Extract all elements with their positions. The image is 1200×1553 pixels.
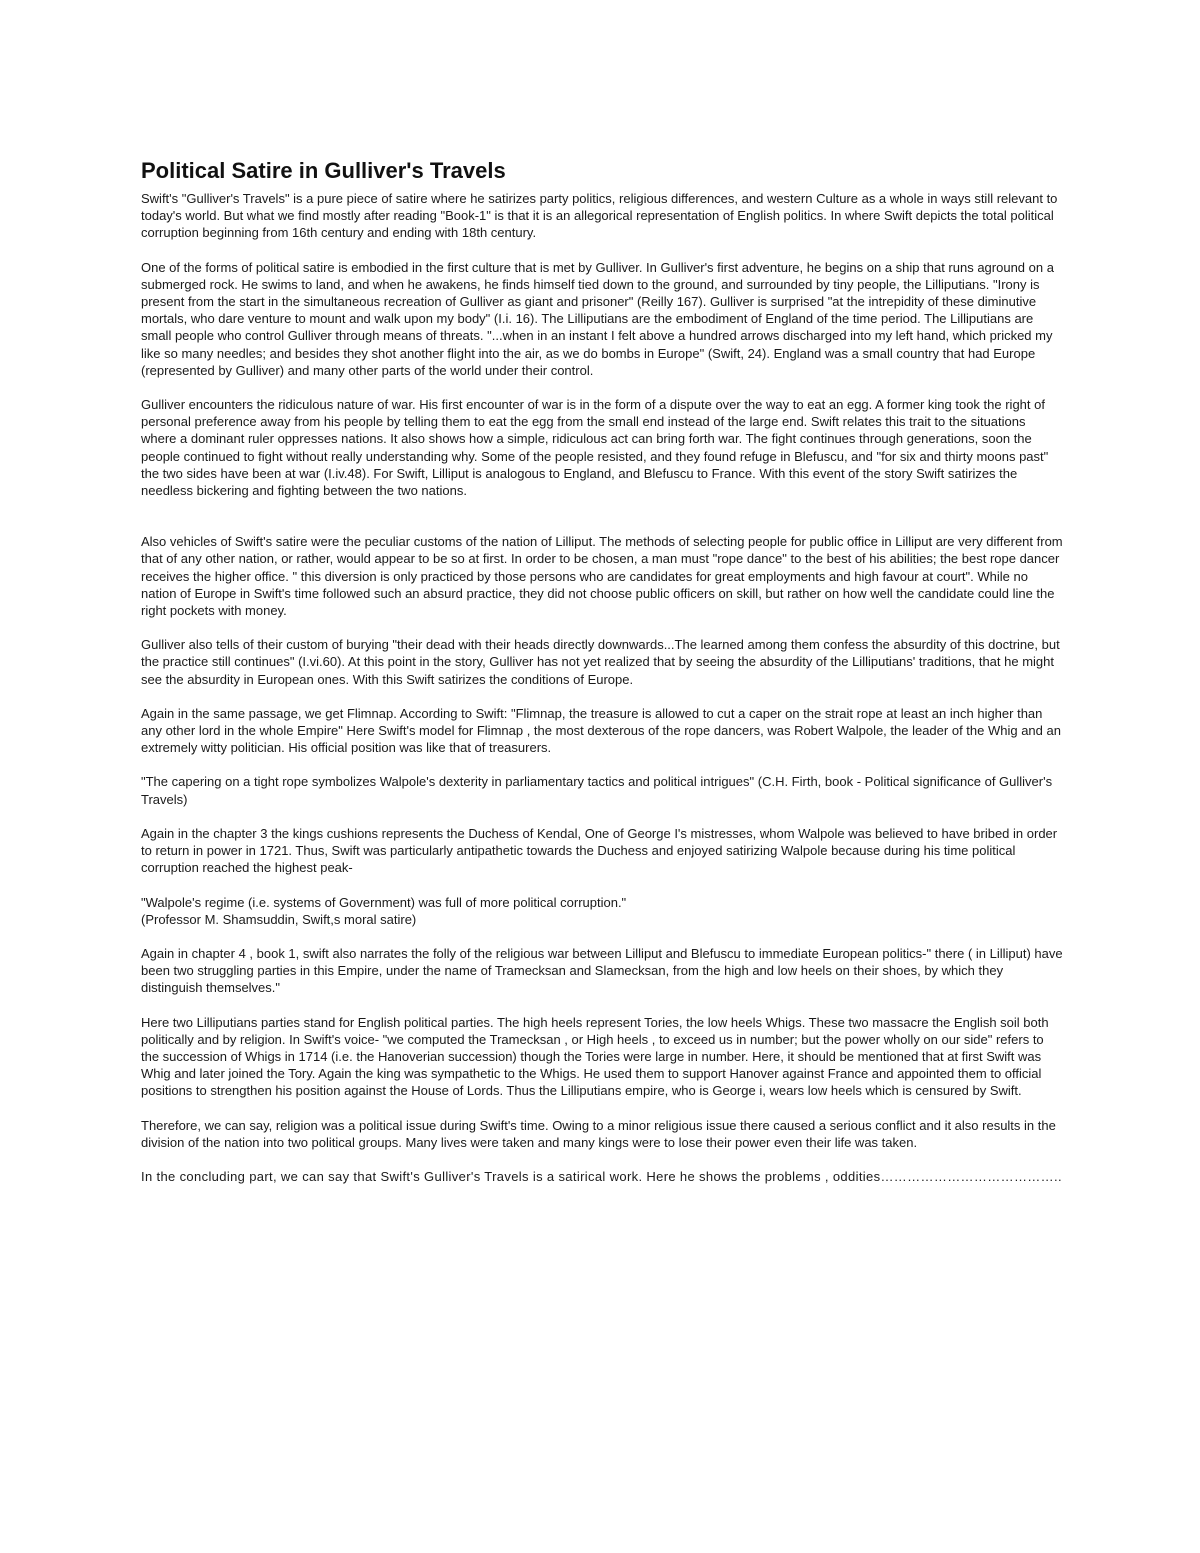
paragraph-intro: Swift's "Gulliver's Travels" is a pure piece of satire where he satirizes party politics, religious differences, and western Culture as a whole in ways still relevant to today's world. But what we find mostly after reading "Book-1" is that it is an allegorical representation of English politics. In where Swift depicts the total political corruption beginning from 16th century and ending with 18th century. [141,191,1058,241]
document-title: Political Satire in Gulliver's Travels [141,158,506,183]
paragraph-citation: (Professor M. Shamsuddin, Swift,s moral satire) [141,911,417,927]
paragraph-war: Gulliver encounters the ridiculous nature of war. His first encounter of war is in the form of a dispute over the way to eat an egg. A former king took the right of personal preference away from his people by telling them to eat the egg from the small end instead of the large end. Swift relates this trait to the situations where a dominant ruler oppresses nations. It also shows how a simple, ridiculous act can bring forth war. The fight continues through generations, soon the people continued to fight without really understanding why. Some of the people resisted, and they found refuge in Blefuscu, and "for six and thirty moons past" the two sides have been at war (I.iv.48). For Swift, Lilliput is analogous to England, and Blefuscu to France. With this event of the story Swift satirizes the needless bickering and fighting between the two nations. [141,397,1049,499]
paragraph-firth-quote: "The capering on a tight rope symbolizes Walpole's dexterity in parliamentary tactics and political intrigues" (C.H. Firth, book - Political significance of Gulliver's Travels) [141,774,1053,807]
paragraph-walpole-quote: "Walpole's regime (i.e. systems of Government) was full of more political corruption." [141,894,627,910]
paragraph-religion: Therefore, we can say, religion was a political issue during Swift's time. Owing to a minor religious issue there caused a serious conflict and it also results in the division of the nation into two political groups. Many lives were taken and many kings were to lose their power even their life was taken. [141,1117,1056,1150]
paragraph-parties: Here two Lilliputians parties stand for English political parties. The high heels represent Tories, the low heels Whigs. These two massacre the English soil both politically and by religion. In Swift's voice- "we computed the Tramecksan , or High heels , to exceed us in number; but the power wholly on our side" refers to the succession of Whigs in 1714 (i.e. the Hanoverian succession) though the Tories were large in number. Here, it should be mentioned that at first Swift was Whig and later joined the Tory. Again the king was sympathetic to the Whigs. He used them to support Hanover against France and appointed them to official positions to strengthen his position against the House of Lords. Thus the Lilliputians empire, who is George i, wears low heels which is censured by Swift. [141,1014,1049,1099]
paragraph-religious-war: Again in chapter 4 , book 1, swift also narrates the folly of the religious war between Lilliput and Blefuscu to immediate European politics-" there ( in Lilliput) have been two struggling parties in this Empire, under the name of Tramecksan and Slamecksan, from the high and low heels on their shoes, by which they distinguish themselves." [141,945,1063,996]
document-page [141,158,1063,1202]
paragraph-burial: Gulliver also tells of their custom of burying "their dead with their heads directly downwards...The learned among them confess the absurdity of this doctrine, but the practice still continues" (I.vi.60). At this point in the story, Gulliver has not yet realized that by seeing the absurdity of the Lilliputians' traditions, that he might see the absurdity in European ones. With this Swift satirizes the conditions of Europe. [141,637,1060,687]
paragraph-customs: Also vehicles of Swift's satire were the peculiar customs of the nation of Lilliput. The methods of selecting people for public office in Lilliput are very different from that of any other nation, or rather, would appear to be so at first. In order to be chosen, a man must "rope dance" to the best of his abilities; the best rope dancer receives the higher office. " this diversion is only practiced by those persons who are candidates for great employments and high favour at court". While no nation of Europe in Swift's time followed such an absurd practice, they did not choose public officers on skill, but rather on how well the candidate could line the right pockets with money. [141,534,1063,619]
paragraph-conclusion: In the concluding part, we can say that Swift's Gulliver's Travels is a satirical work. Here he shows the problems , oddities………………………………….. [141,1168,1062,1184]
paragraph-flimnap: Again in the same passage, we get Flimnap. According to Swift: "Flimnap, the treasure is allowed to cut a caper on the strait rope at least an inch higher than any other lord in the whole Empire" Here Swift's model for Flimnap , the most dexterous of the rope dancers, was Robert Walpole, the leader of the Whig and an extremely witty politician. His official position was like that of treasurers. [141,705,1061,756]
paragraph-lilliputians: One of the forms of political satire is embodied in the first culture that is met by Gulliver. In Gulliver's first adventure, he begins on a ship that runs aground on a submerged rock. He swims to land, and when he awakens, he finds himself tied down to the ground, and surrounded by tiny people, the Lilliputians. "Irony is present from the start in the simultaneous recreation of Gulliver as giant and prisoner" (Reilly 167). Gulliver is surprised "at the intrepidity of these diminutive mortals, who dare venture to mount and walk upon my body" (I.i. 16). The Lilliputians are the embodiment of England of the time period. The Lilliputians are small people who control Gulliver through means of threats. "...when in an instant I felt above a hundred arrows discharged into my left hand, which pricked my like so many needles; and besides they shot another flight into the air, as we do bombs in Europe" (Swift, 24). England was a small country that had Europe (represented by Gulliver) and many other parts of the world under their control. [141,259,1054,378]
paragraph-duchess: Again in the chapter 3 the kings cushions represents the Duchess of Kendal, One of George I's mistresses, whom Walpole was believed to have bribed in order to return in power in 1721. Thus, Swift was particularly antipathetic towards the Duchess and enjoyed satirizing Walpole because during his time political corruption reached the highest peak- [141,825,1058,876]
